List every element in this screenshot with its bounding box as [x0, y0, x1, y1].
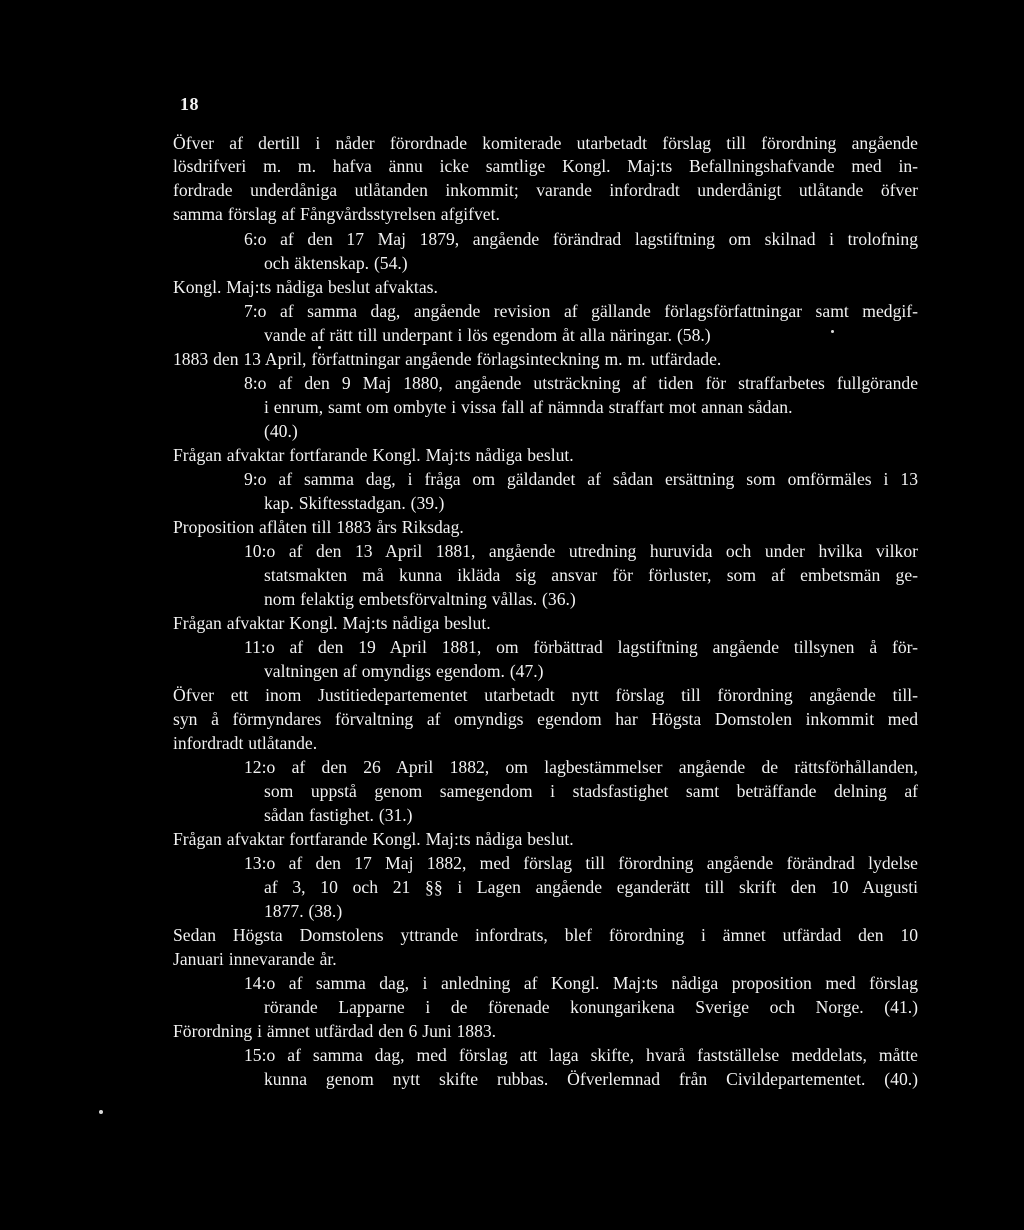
text-line-33: 1877. (38.): [264, 901, 343, 921]
text-line-40: kunna genom nytt skifte rubbas. Öfverlemnad från Civildepartementet. (40.): [264, 1069, 918, 1089]
text-line-27: 12:o af den 26 April 1882, om lagbestämmelser angående de rättsförhållanden,: [244, 757, 918, 777]
text-line-20: nom felaktig embetsförvaltning vållas. (36.): [264, 589, 576, 609]
scan-speck: [831, 330, 834, 333]
text-line-18: 10:o af den 13 April 1881, angående utredning huruvida och under hvilka vilkor: [244, 541, 918, 561]
text-line-37: rörande Lapparne i de förenade konungarikena Sverige och Norge. (41.): [264, 997, 918, 1017]
text-line-36: 14:o af samma dag, i anledning af Kongl. Maj:ts nådiga proposition med förslag: [244, 973, 918, 993]
text-line-17: Proposition aflåten till 1883 års Riksdag.: [173, 517, 464, 537]
text-line-32: af 3, 10 och 21 §§ i Lagen angående eganderätt till skrift den 10 Augusti: [264, 877, 918, 897]
text-line-24: Öfver ett inom Justitiedepartementet utarbetadt nytt förslag till förordning angående till-: [173, 685, 918, 705]
text-line-30: Frågan afvaktar fortfarande Kongl. Maj:ts nådiga beslut.: [173, 829, 574, 849]
scan-speck: [318, 346, 321, 349]
text-line-31: 13:o af den 17 Maj 1882, med förslag till förordning angående förändrad lydelse: [244, 853, 918, 873]
text-line-21: Frågan afvaktar Kongl. Maj:ts nådiga beslut.: [173, 613, 491, 633]
text-line-28: som uppstå genom samegendom i stadsfastighet samt beträffande delning af: [264, 781, 918, 801]
text-line-05: 6:o af den 17 Maj 1879, angående förändrad lagstiftning om skilnad i trolofning: [244, 229, 918, 249]
text-line-15: 9:o af samma dag, i fråga om gäldandet af sådan ersättning som omförmäles i 13: [244, 469, 918, 489]
text-line-16: kap. Skiftesstadgan. (39.): [264, 493, 445, 513]
text-line-09: vande af rätt till underpant i lös egendom åt alla näringar. (58.): [264, 325, 711, 345]
text-line-01: Öfver af dertill i nåder förordnade komiterade utarbetadt förslag till förordning angående: [173, 133, 918, 153]
text-line-39: 15:o af samma dag, med förslag att laga skifte, hvarå fastställelse meddelats, måtte: [244, 1045, 918, 1065]
text-line-06: och äktenskap. (54.): [264, 253, 408, 273]
text-line-35: Januari innevarande år.: [173, 949, 337, 969]
text-line-13: (40.): [264, 421, 298, 441]
text-line-03: fordrade underdåniga utlåtanden inkommit; varande infordradt underdånigt utlåtande öfver: [173, 180, 918, 200]
text-line-25: syn å förmyndares förvaltning af omyndigs egendom har Högsta Domstolen inkommit med: [173, 709, 918, 729]
text-line-34: Sedan Högsta Domstolens yttrande infordrats, blef förordning i ämnet utfärdad den 10: [173, 925, 918, 945]
scan-speck: [99, 1110, 103, 1114]
text-line-02: lösdrifveri m. m. hafva ännu icke samtlige Kongl. Maj:ts Befallningshafvande med in-: [173, 156, 918, 176]
text-line-23: valtningen af omyndigs egendom. (47.): [264, 661, 544, 681]
text-line-29: sådan fastighet. (31.): [264, 805, 413, 825]
text-line-12: i enrum, samt om ombyte i vissa fall af nämnda straffart mot annan sådan.: [264, 397, 793, 417]
text-line-14: Frågan afvaktar fortfarande Kongl. Maj:ts nådiga beslut.: [173, 445, 574, 465]
text-line-10: 1883 den 13 April, författningar angående förlagsinteckning m. m. utfärdade.: [173, 349, 722, 369]
text-line-22: 11:o af den 19 April 1881, om förbättrad lagstiftning angående tillsynen å för-: [244, 637, 918, 657]
text-line-04: samma förslag af Fångvårdsstyrelsen afgifvet.: [173, 204, 500, 224]
text-line-07: Kongl. Maj:ts nådiga beslut afvaktas.: [173, 277, 438, 297]
text-line-19: statsmakten må kunna ikläda sig ansvar för förluster, som af embetsmän ge-: [264, 565, 918, 585]
text-line-26: infordradt utlåtande.: [173, 733, 318, 753]
text-line-08: 7:o af samma dag, angående revision af gällande förlagsförfattningar samt medgif-: [244, 301, 918, 321]
text-line-38: Förordning i ämnet utfärdad den 6 Juni 1883.: [173, 1021, 497, 1041]
page-number: 18: [180, 94, 199, 114]
text-line-11: 8:o af den 9 Maj 1880, angående utsträckning af tiden för straffarbetes fullgörande: [244, 373, 918, 393]
